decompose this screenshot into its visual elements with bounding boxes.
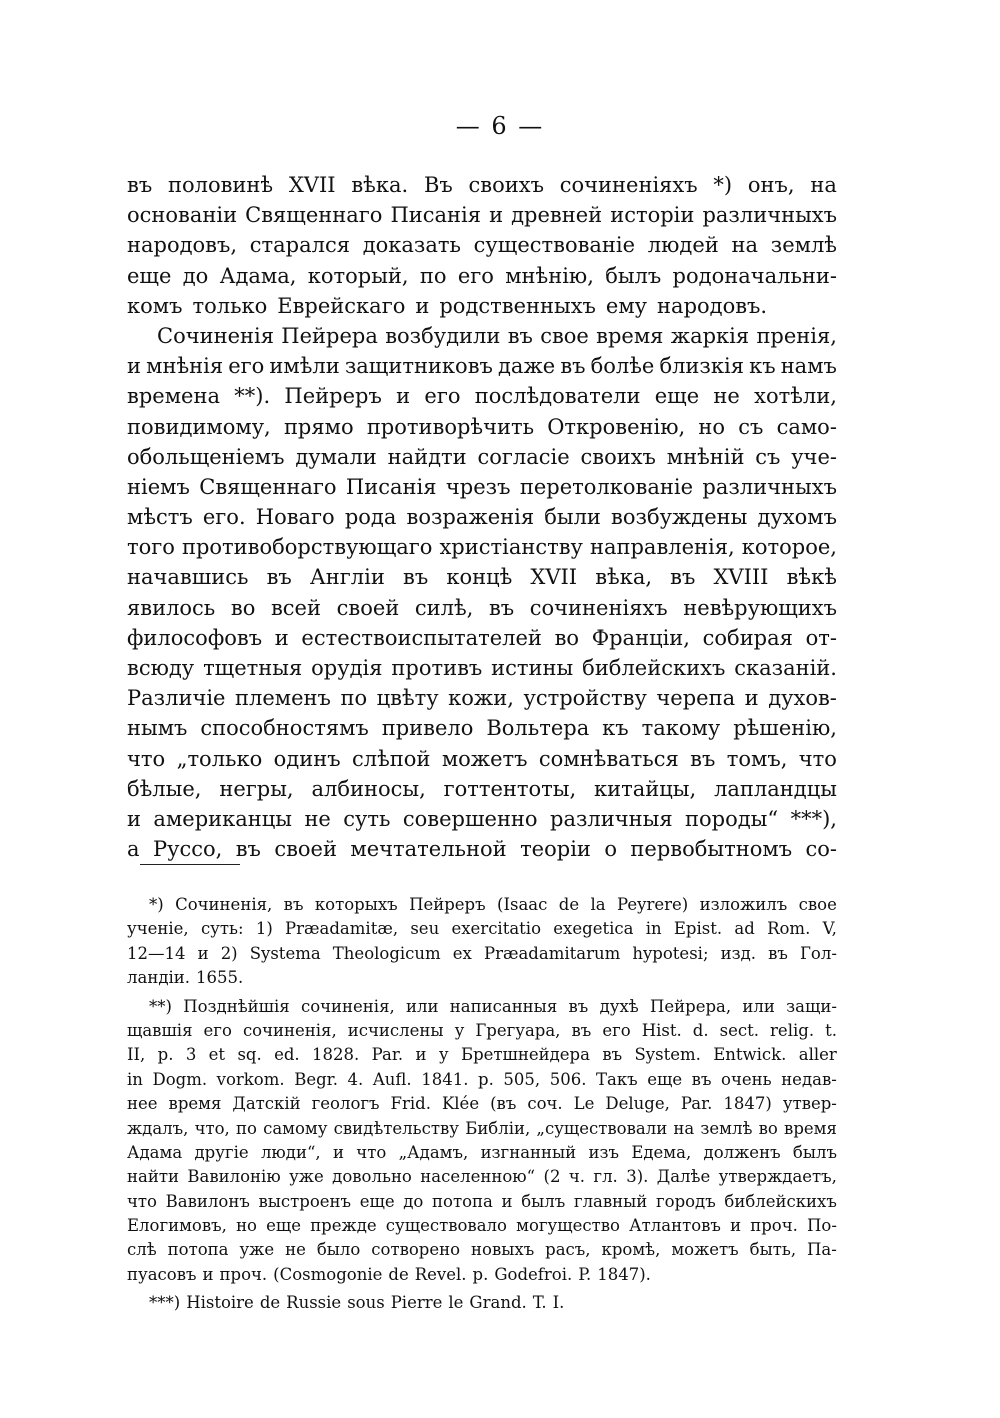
body-line: того противоборствующаго христіанству направленія, которое, — [127, 535, 837, 560]
body-line: что „только одинъ слѣпой можетъ сомнѣваться въ томъ, что — [127, 746, 837, 771]
footnote-separator — [140, 864, 240, 865]
footnote-line: найти Вавилонію уже довольно населенною“ (2 ч. гл. 3). Далѣе утверждаетъ, — [127, 1167, 837, 1187]
main-text — [127, 170, 837, 864]
body-line: Различіе племенъ по цвѣту кожи, устройству черепа и духов- — [127, 686, 837, 711]
body-line: ніемъ Священнаго Писанія чрезъ перетолкованіе различныхъ — [127, 474, 837, 499]
body-line: нымъ способностямъ привело Вольтера къ такому рѣшенію, — [127, 716, 837, 741]
body-line: повидимому, прямо противорѣчить Откровенію, но съ само- — [127, 414, 837, 439]
footnote-line: in Dogm. vorkom. Begr. 4. Aufl. 1841. p. 505, 506. Такъ еще въ очень недав- — [127, 1069, 837, 1089]
body-line: Сочиненія Пейрера возбудили въ свое время жаркія пренія, — [157, 323, 837, 348]
body-line: еще до Адама, который, по его мнѣнію, былъ родоначальни- — [127, 263, 837, 288]
footnote-line: 12—14 и 2) Systema Theologicum ex Præadamitarum hypotesi; изд. въ Гол- — [127, 943, 837, 963]
body-line: времена **). Пейреръ и его послѣдователи еще не хотѣли, — [127, 384, 837, 409]
body-line: философовъ и естествоиспытателей во Франціи, собирая от- — [127, 625, 837, 650]
body-line: въ половинѣ XVII вѣка. Въ своихъ сочиненіяхъ *) онъ, на — [127, 173, 837, 197]
body-line: всюду тщетныя орудія противъ истины библейскихъ сказаній. — [127, 656, 837, 680]
body-line: комъ только Еврейскаго и родственныхъ ему народовъ. — [127, 293, 768, 318]
body-line: народовъ, старался доказать существованіе людей на землѣ — [127, 233, 837, 258]
footnote-line: ждалъ, что, по самому свидѣтельству Библіи, „существовали на землѣ во время — [127, 1118, 837, 1138]
footnote — [127, 1291, 837, 1315]
footnote-line: *) Сочиненія, въ которыхъ Пейреръ (Isaac de la Peyrere) изложилъ свое — [149, 895, 837, 914]
footnote — [127, 893, 837, 991]
footnote-line: Елогимовъ, но еще прежде существовало могущество Атлантовъ и проч. По- — [127, 1216, 837, 1236]
footnote-line: щавшія его сочиненія, исчислены у Грегуара, въ его Hist. d. sect. relig. t. — [127, 1020, 837, 1040]
body-line: начавшись въ Англіи въ концѣ XVII вѣка, въ XVIII вѣкѣ — [127, 565, 837, 590]
footnote-line: ***) Histoire de Russie sous Pierre le Grand. T. I. — [149, 1293, 565, 1313]
body-line: основаніи Священнаго Писанія и древней исторіи различныхъ — [127, 203, 837, 228]
body-line: а Руссо, въ своей мечтательной теоріи о первобытномъ со- — [127, 837, 837, 862]
body-line: явилось во всей своей силѣ, въ сочиненіяхъ невѣрующихъ — [127, 595, 837, 620]
footnote-line: Адама другіе люди“, и что „Адамъ, изгнанный изъ Едема, долженъ былъ — [127, 1142, 837, 1162]
footnote-line: ландіи. 1655. — [127, 968, 244, 988]
footnote-line: II, p. 3 et sq. ed. 1828. Par. и у Бретшнейдера въ System. Entwick. aller — [127, 1045, 837, 1065]
footnote-line: ученіе, суть: 1) Præadamitæ, seu exercitatio exegetica in Epist. ad Rom. V, — [127, 919, 837, 939]
footnote-line: **) Позднѣйшія сочиненія, или написанныя въ духѣ Пейрера, или защи- — [149, 996, 837, 1016]
footnotes — [127, 893, 837, 1316]
page-number: — 6 — — [455, 112, 545, 140]
footnote-line: пуасовъ и проч. (Cosmogonie de Revel. p. Godefroi. P. 1847). — [127, 1264, 651, 1284]
footnote-line: нее время Датскій геологъ Frid. Klée (въ соч. Le Deluge, Par. 1847) утвер- — [127, 1094, 837, 1114]
footnote-line: что Вавилонъ выстроенъ еще до потопа и былъ главный городъ библейскихъ — [127, 1191, 837, 1211]
body-line: и мнѣнія его имѣли защитниковъ даже въ болѣе близкія къ намъ — [127, 354, 837, 379]
body-line: бѣлые, негры, албиносы, готтентоты, китайцы, лапландцы — [127, 776, 837, 801]
footnote-line: слѣ потопа уже не было сотворено новыхъ расъ, кромѣ, можетъ быть, Па- — [127, 1240, 837, 1260]
body-line: мѣстъ его. Новаго рода возраженія были возбуждены духомъ — [127, 505, 837, 530]
body-line: обольщеніемъ думали найдти согласіе своихъ мнѣній съ уче- — [127, 444, 837, 469]
footnote — [127, 995, 837, 1288]
body-line: и американцы не суть совершенно различныя породы“ ***), — [127, 806, 837, 831]
